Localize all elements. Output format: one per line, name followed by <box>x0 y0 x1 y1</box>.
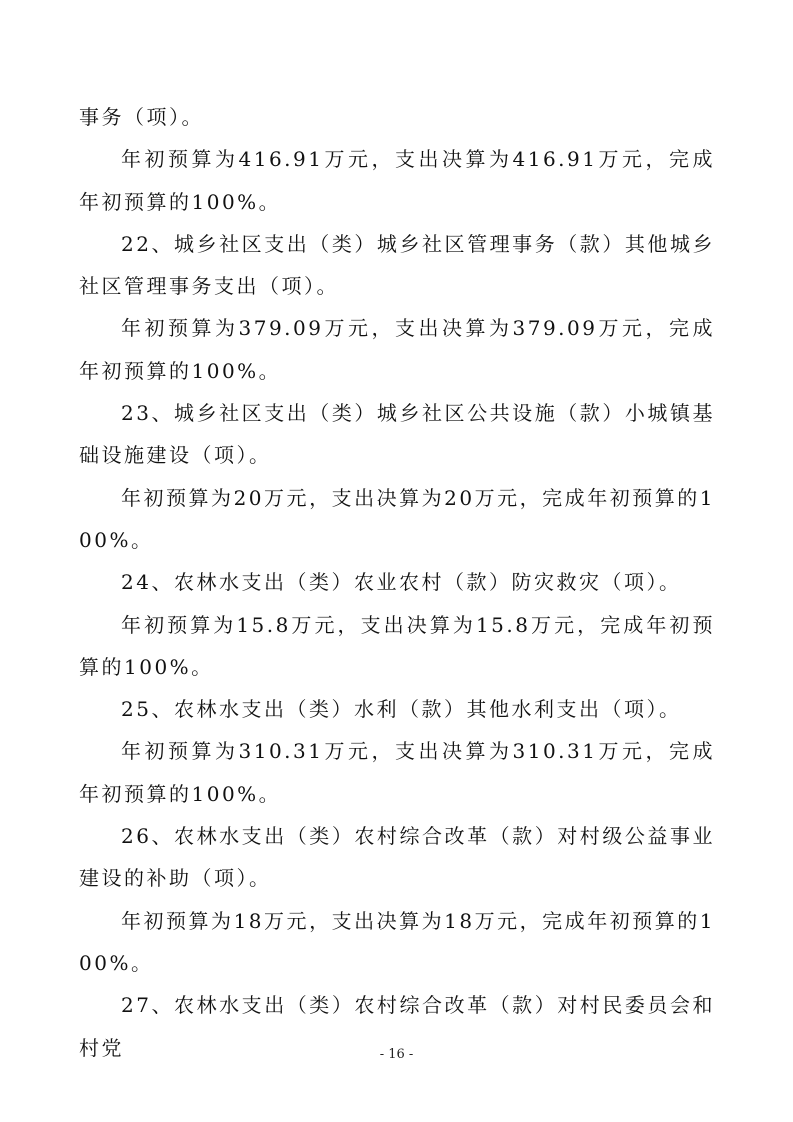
paragraph-budget-20: 年初预算为20万元，支出决算为20万元，完成年初预算的100%。 <box>79 485 715 552</box>
paragraph-item-22: 22、城乡社区支出（类）城乡社区管理事务（款）其他城乡社区管理事务支出（项）。 <box>79 231 715 299</box>
paragraph-item-26: 26、农林水支出（类）农村综合改革（款）对村级公益事业建设的补助（项）。 <box>79 824 715 891</box>
paragraph-continuation: 事务（项）。 <box>79 105 204 129</box>
paragraph-budget-416: 年初预算为416.91万元，支出决算为416.91万元，完成年初预算的100%。 <box>79 147 715 214</box>
paragraph-item-23: 23、城乡社区支出（类）城乡社区公共设施（款）小城镇基础设施建设（项）。 <box>79 401 715 468</box>
paragraph-item-25: 25、农林水支出（类）水利（款）其他水利支出（项）。 <box>121 697 682 722</box>
page-number: - 16 - <box>379 1047 414 1062</box>
paragraph-item-27: 27、农林水支出（类）农村综合改革（款）对村民委员会和村党 <box>79 993 715 1060</box>
paragraph-budget-15-8: 年初预算为15.8万元，支出决算为15.8万元，完成年初预算的100%。 <box>79 612 715 679</box>
paragraph-budget-310: 年初预算为310.31万元，支出决算为310.31万元，完成年初预算的100%。 <box>79 739 715 806</box>
document-body <box>79 96 715 1069</box>
paragraph-item-24: 24、农林水支出（类）农业农村（款）防灾救灾（项）。 <box>121 570 682 595</box>
paragraph-budget-18: 年初预算为18万元，支出决算为18万元，完成年初预算的100%。 <box>79 908 715 975</box>
paragraph-budget-379: 年初预算为379.09万元，支出决算为379.09万元，完成年初预算的100%。 <box>79 316 715 383</box>
